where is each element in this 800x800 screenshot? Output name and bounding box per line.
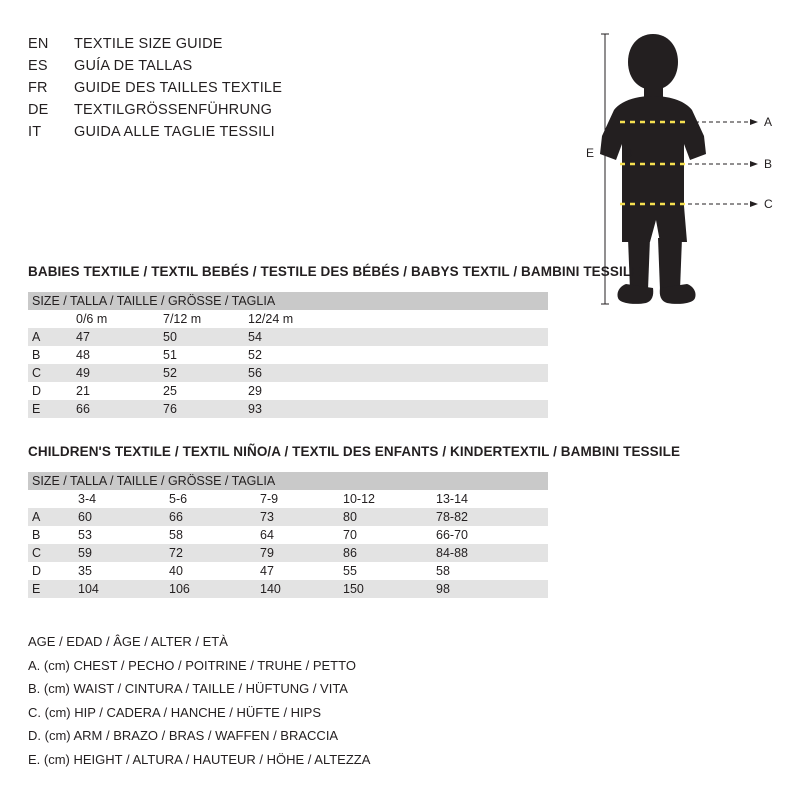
row-label: C [28,364,76,382]
language-row [28,80,448,102]
cell: 150 [343,580,436,598]
cell: 35 [78,562,169,580]
cell: 84-88 [436,544,548,562]
legend-line: E. (cm) HEIGHT / ALTURA / HAUTEUR / HÖHE / ALTEZZA [28,751,371,767]
children-size-table [28,472,548,598]
language-row [28,58,448,80]
cell: 25 [163,382,248,400]
language-code: EN [28,36,49,52]
table-row [28,562,548,580]
column-header: 13-14 [436,490,548,508]
cell: 66 [76,400,163,418]
cell: 58 [169,526,260,544]
cell: 48 [76,346,163,364]
figure-marker-b: B [764,157,773,171]
cell: 55 [343,562,436,580]
language-text: TEXTILE SIZE GUIDE [74,36,223,52]
cell: 54 [248,328,548,346]
cell: 70 [343,526,436,544]
cell: 64 [260,526,343,544]
babies-size-table [28,292,548,418]
table-band-row [28,472,548,490]
language-text: GUÍA DE TALLAS [74,58,193,74]
column-header: 0/6 m [76,310,163,328]
row-label: D [28,562,78,580]
figure-marker-a: A [764,115,773,129]
cell: 66-70 [436,526,548,544]
column-header: 10-12 [343,490,436,508]
table-row [28,328,548,346]
row-label: E [28,400,76,418]
language-title-list [28,36,448,146]
table-row [28,544,548,562]
cell: 104 [78,580,169,598]
table-row [28,346,548,364]
legend-line: A. (cm) CHEST / PECHO / POITRINE / TRUHE / PETTO [28,657,356,673]
language-code: FR [28,80,48,96]
language-row [28,36,448,58]
row-label: E [28,580,78,598]
cell: 72 [169,544,260,562]
column-header: 3-4 [78,490,169,508]
legend-line: B. (cm) WAIST / CINTURA / TAILLE / HÜFTUNG / VITA [28,681,348,696]
cell: 93 [248,400,548,418]
row-label: D [28,382,76,400]
row-label: A [28,508,78,526]
cell: 56 [248,364,548,382]
cell: 106 [169,580,260,598]
cell: 73 [260,508,343,526]
cell: 76 [163,400,248,418]
cell: 60 [78,508,169,526]
band-label: SIZE / TALLA / TAILLE / GRÖSSE / TAGLIA [28,292,548,310]
babies-section-title: BABIES TEXTILE / TEXTIL BEBÉS / TESTILE DES BÉBÉS / BABYS TEXTIL / BAMBINI TESSILE [28,264,641,279]
cell: 21 [76,382,163,400]
row-label: C [28,544,78,562]
figure-marker-d: D [624,146,633,160]
language-text: TEXTILGRÖSSENFÜHRUNG [74,102,273,118]
leader-arrow-heads [750,119,758,207]
children-section-title: CHILDREN'S TEXTILE / TEXTIL NIÑO/A / TEXTIL DES ENFANTS / KINDERTEXTIL / BAMBINI TESSILE [28,444,681,459]
table-row [28,526,548,544]
cell: 49 [76,364,163,382]
cell: 29 [248,382,548,400]
language-code: IT [28,124,42,140]
corner-cell [28,490,78,508]
cell: 53 [78,526,169,544]
language-code: DE [28,102,49,118]
band-label: SIZE / TALLA / TAILLE / GRÖSSE / TAGLIA [28,472,548,490]
cell: 58 [436,562,548,580]
language-row [28,124,448,146]
table-band-row [28,292,548,310]
table-header-row [28,310,548,328]
table-row [28,382,548,400]
corner-cell [28,310,76,328]
column-header: 5-6 [169,490,260,508]
column-header: 12/24 m [248,310,548,328]
table-row [28,364,548,382]
language-text: GUIDA ALLE TAGLIE TESSILI [74,124,275,140]
cell: 80 [343,508,436,526]
cell: 86 [343,544,436,562]
figure-marker-e: E [586,146,595,160]
column-header: 7/12 m [163,310,248,328]
cell: 47 [76,328,163,346]
cell: 98 [436,580,548,598]
legend-line: AGE / EDAD / ÂGE / ALTER / ETÀ [28,634,228,649]
cell: 51 [163,346,248,364]
table-header-row [28,490,548,508]
cell: 66 [169,508,260,526]
cell: 140 [260,580,343,598]
legend-block [28,630,548,771]
cell: 59 [78,544,169,562]
language-text: GUIDE DES TAILLES TEXTILE [74,80,283,96]
table-row [28,508,548,526]
legend-line: D. (cm) ARM / BRAZO / BRAS / WAFFEN / BRACCIA [28,728,339,743]
cell: 52 [163,364,248,382]
row-label: B [28,346,76,364]
cell: 78-82 [436,508,548,526]
legend-line: C. (cm) HIP / CADERA / HANCHE / HÜFTE / HIPS [28,704,322,720]
language-row [28,102,448,124]
figure-marker-c: C [764,197,773,211]
column-header: 7-9 [260,490,343,508]
cell: 79 [260,544,343,562]
language-code: ES [28,58,48,74]
measurement-figure [560,24,785,324]
row-label: A [28,328,76,346]
cell: 52 [248,346,548,364]
cell: 47 [260,562,343,580]
cell: 40 [169,562,260,580]
table-row [28,400,548,418]
cell: 50 [163,328,248,346]
table-row [28,580,548,598]
row-label: B [28,526,78,544]
